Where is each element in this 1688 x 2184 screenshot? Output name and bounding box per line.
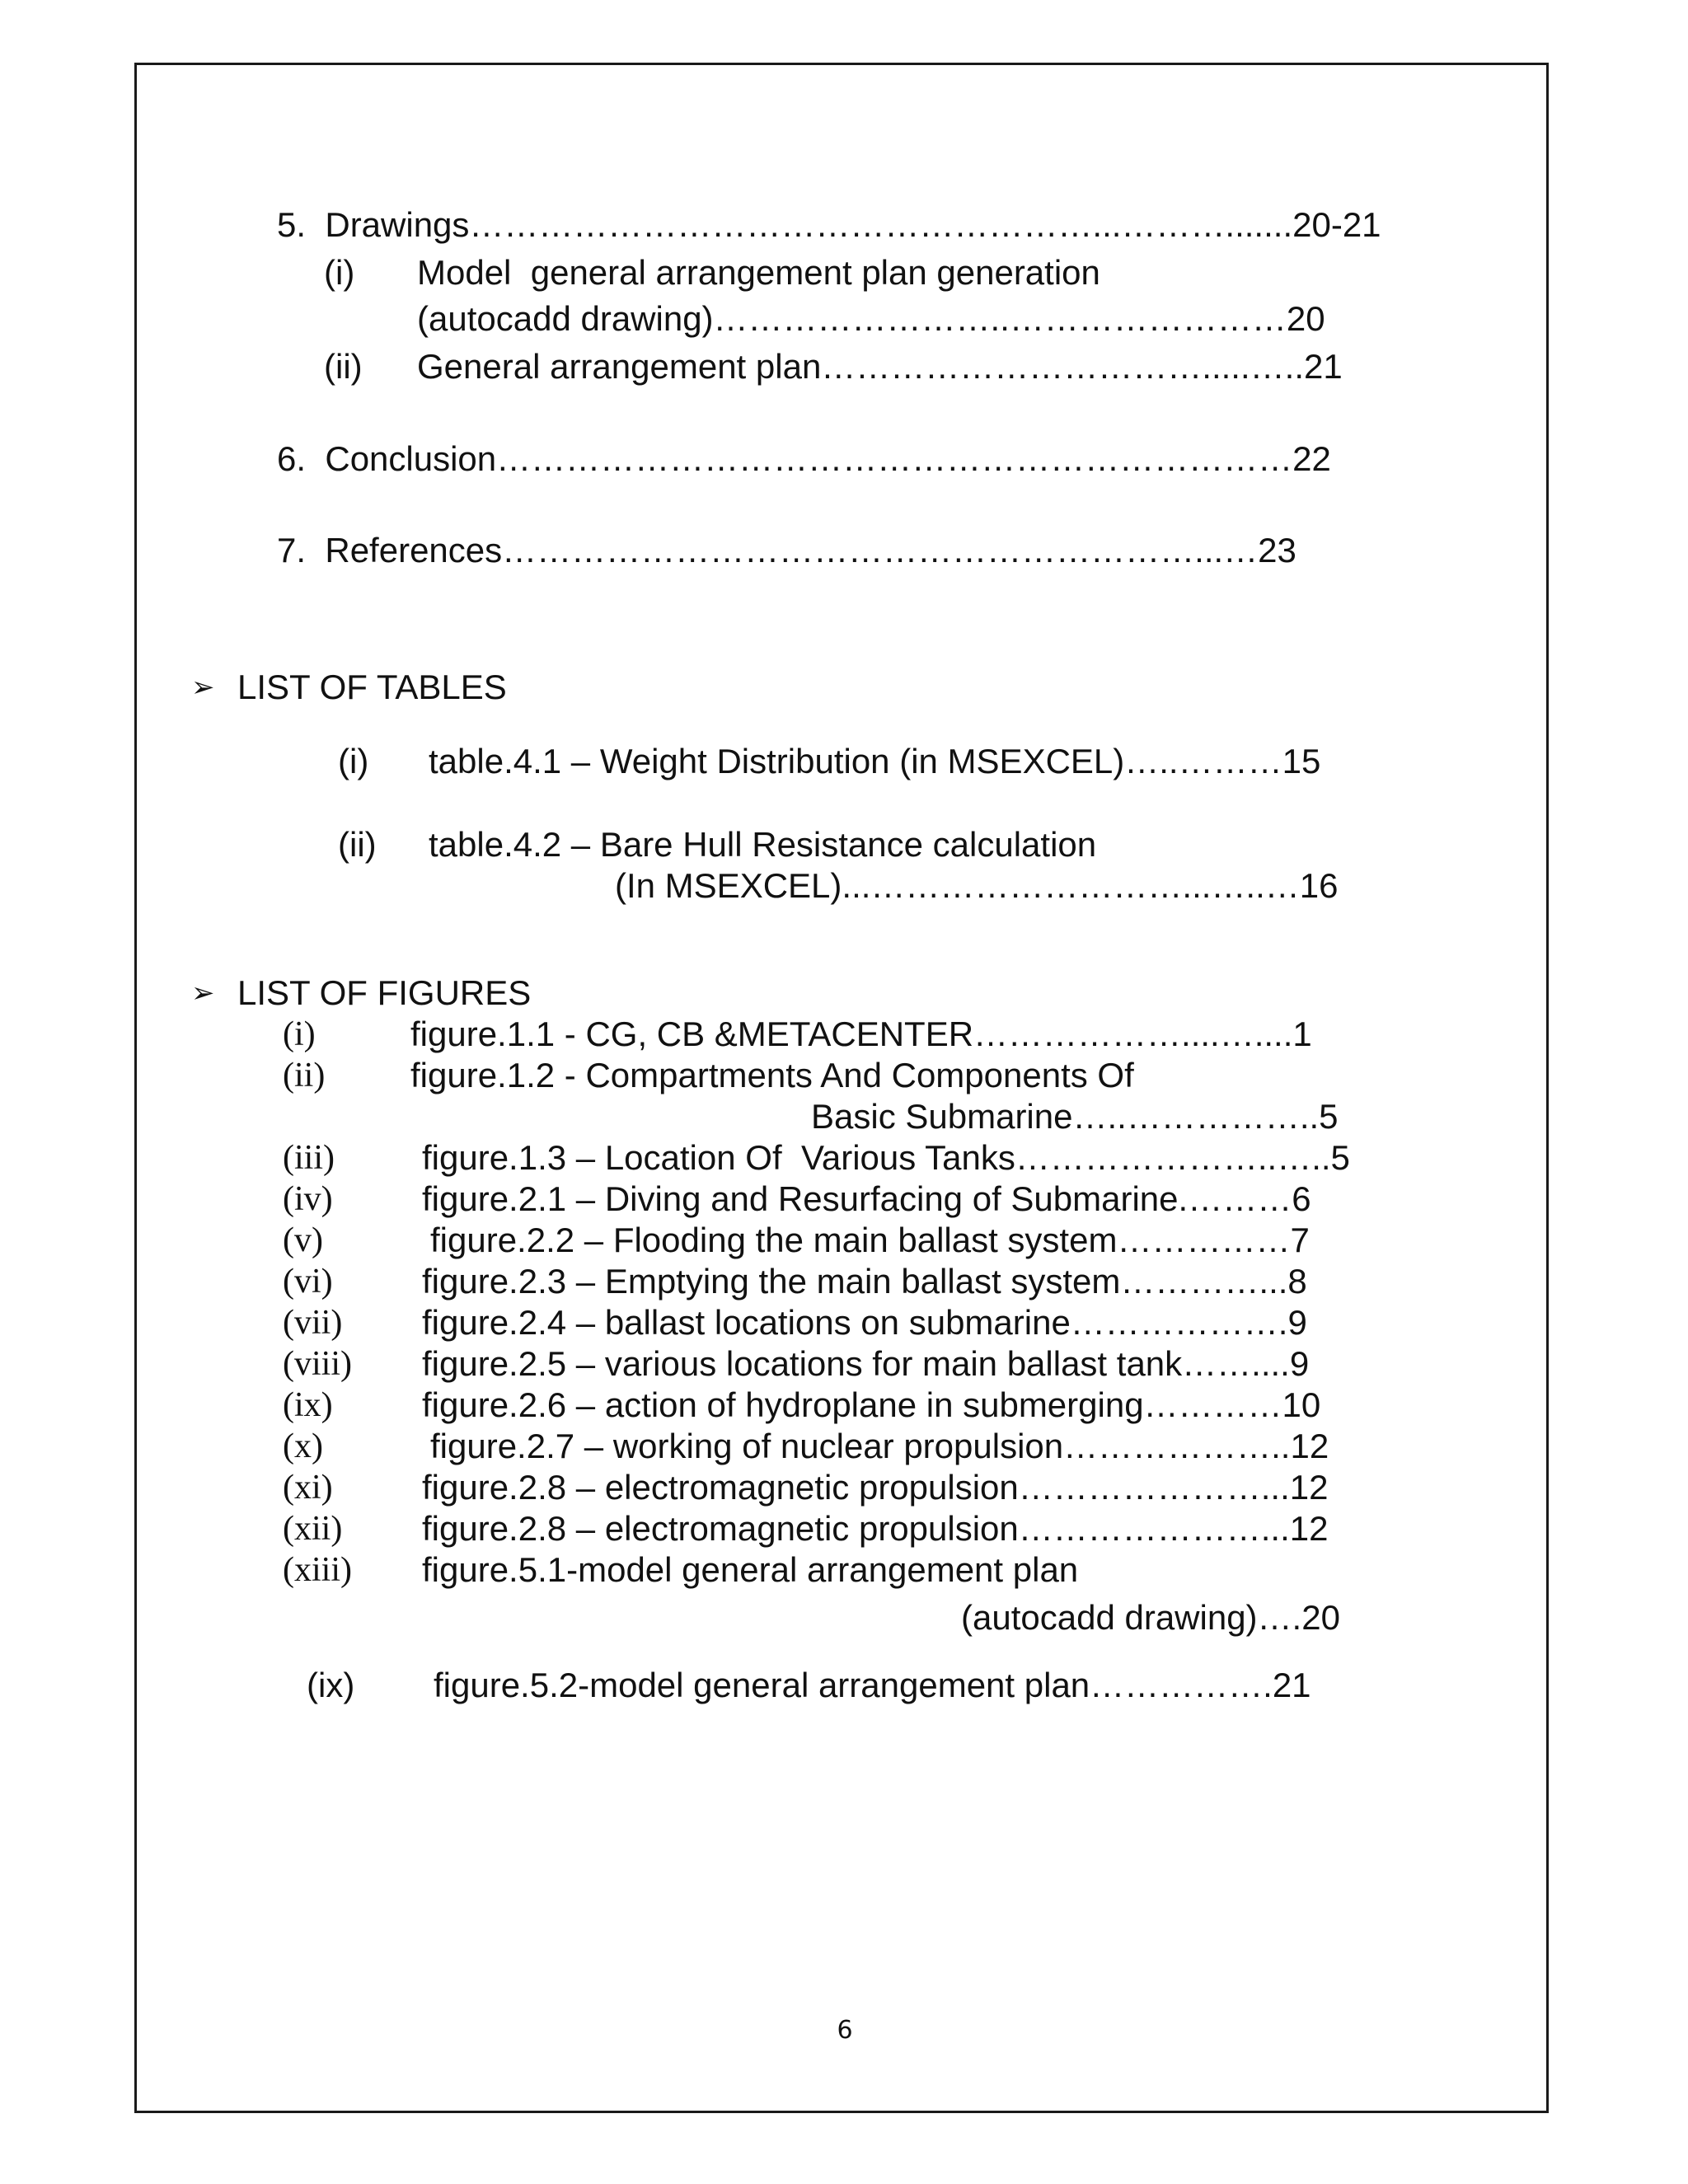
table-item-num: (ii) — [338, 825, 377, 864]
figure-item: figure.2.6 – action of hydroplane in submerging…………10 — [422, 1385, 1321, 1424]
figure-item: figure.2.2 – Flooding the main ballast system……………7 — [430, 1221, 1310, 1259]
table-item: table.4.2 – Bare Hull Resistance calculation — [429, 825, 1097, 864]
toc-drawings-item-num: (ii) — [324, 347, 363, 386]
figure-item: figure.2.5 – various locations for main ballast tank……....9 — [422, 1344, 1310, 1383]
figure-item-num: (v) — [283, 1221, 323, 1259]
toc-drawings-item-cont: (autocadd drawing)……………………..……………………20 — [417, 299, 1325, 338]
figure-item-num: (i) — [283, 1015, 316, 1053]
figure-item-num: (viii) — [283, 1345, 352, 1383]
figure-item: figure.5.2-model general arrangement plan…………….21 — [434, 1666, 1311, 1704]
figure-item: figure.5.1-model general arrangement plan — [422, 1550, 1079, 1589]
toc-drawings: 5. Drawings………………………………………………...……….......20-21 — [277, 205, 1381, 244]
figure-item-num: (ix) — [307, 1666, 355, 1704]
table-item-cont: (In MSEXCEL)...………………………...…..…16 — [615, 866, 1339, 905]
figure-item-num: (xii) — [283, 1510, 343, 1548]
figure-item: figure.1.3 – Location Of Various Tanks…………………..…..5 — [422, 1138, 1350, 1177]
list-of-tables-heading: LIST OF TABLES — [237, 668, 507, 706]
toc-drawings-item-num: (i) — [324, 253, 355, 292]
arrow-bullet-icon: ➢ — [191, 977, 215, 1010]
figure-item: figure.2.8 – electromagnetic propulsion…………………...12 — [422, 1468, 1329, 1507]
figure-item-num: (ii) — [283, 1057, 326, 1094]
toc-drawings-item: Model general arrangement plan generation — [417, 253, 1100, 292]
figure-item-num: (x) — [283, 1427, 323, 1465]
figure-item-cont: Basic Submarine…..……………..5 — [811, 1097, 1339, 1136]
figure-item-num: (vi) — [283, 1263, 333, 1301]
figure-item: figure.2.4 – ballast locations on submarine……………….9 — [422, 1303, 1307, 1342]
figure-item: figure.2.8 – electromagnetic propulsion…………………...12 — [422, 1509, 1329, 1548]
figure-item-num: (ix) — [283, 1386, 333, 1424]
toc-references: 7. References……………………………………………………...…23 — [277, 531, 1296, 569]
figure-item: figure.1.1 - CG, CB &METACENTER………………....…....1 — [410, 1015, 1312, 1053]
list-of-figures-heading: LIST OF FIGURES — [237, 973, 532, 1012]
arrow-bullet-icon: ➢ — [191, 671, 215, 704]
figure-item: figure.2.7 – working of nuclear propulsion………………..12 — [430, 1427, 1329, 1465]
page-number: 6 — [837, 2016, 853, 2045]
figure-item-num: (iii) — [283, 1139, 335, 1177]
figure-item: figure.1.2 - Compartments And Components Of — [410, 1056, 1134, 1094]
figure-item: figure.2.3 – Emptying the main ballast system…………...8 — [422, 1262, 1307, 1301]
figure-item-num: (iv) — [283, 1180, 333, 1218]
figure-item-cont: (autocadd drawing)….20 — [961, 1598, 1340, 1637]
toc-drawings-item: General arrangement plan…………………………….....…..21 — [417, 347, 1343, 386]
table-item: table.4.1 – Weight Distribution (in MSEXCEL)…..………15 — [429, 742, 1321, 780]
figure-item-num: (vii) — [283, 1304, 343, 1342]
toc-conclusion: 6. Conclusion……………………………………………………………22 — [277, 439, 1331, 478]
table-item-num: (i) — [338, 742, 369, 780]
figure-item: figure.2.1 – Diving and Resurfacing of Submarine.………6 — [422, 1179, 1311, 1218]
figure-item-num: (xiii) — [283, 1551, 352, 1589]
figure-item-num: (xi) — [283, 1469, 333, 1507]
